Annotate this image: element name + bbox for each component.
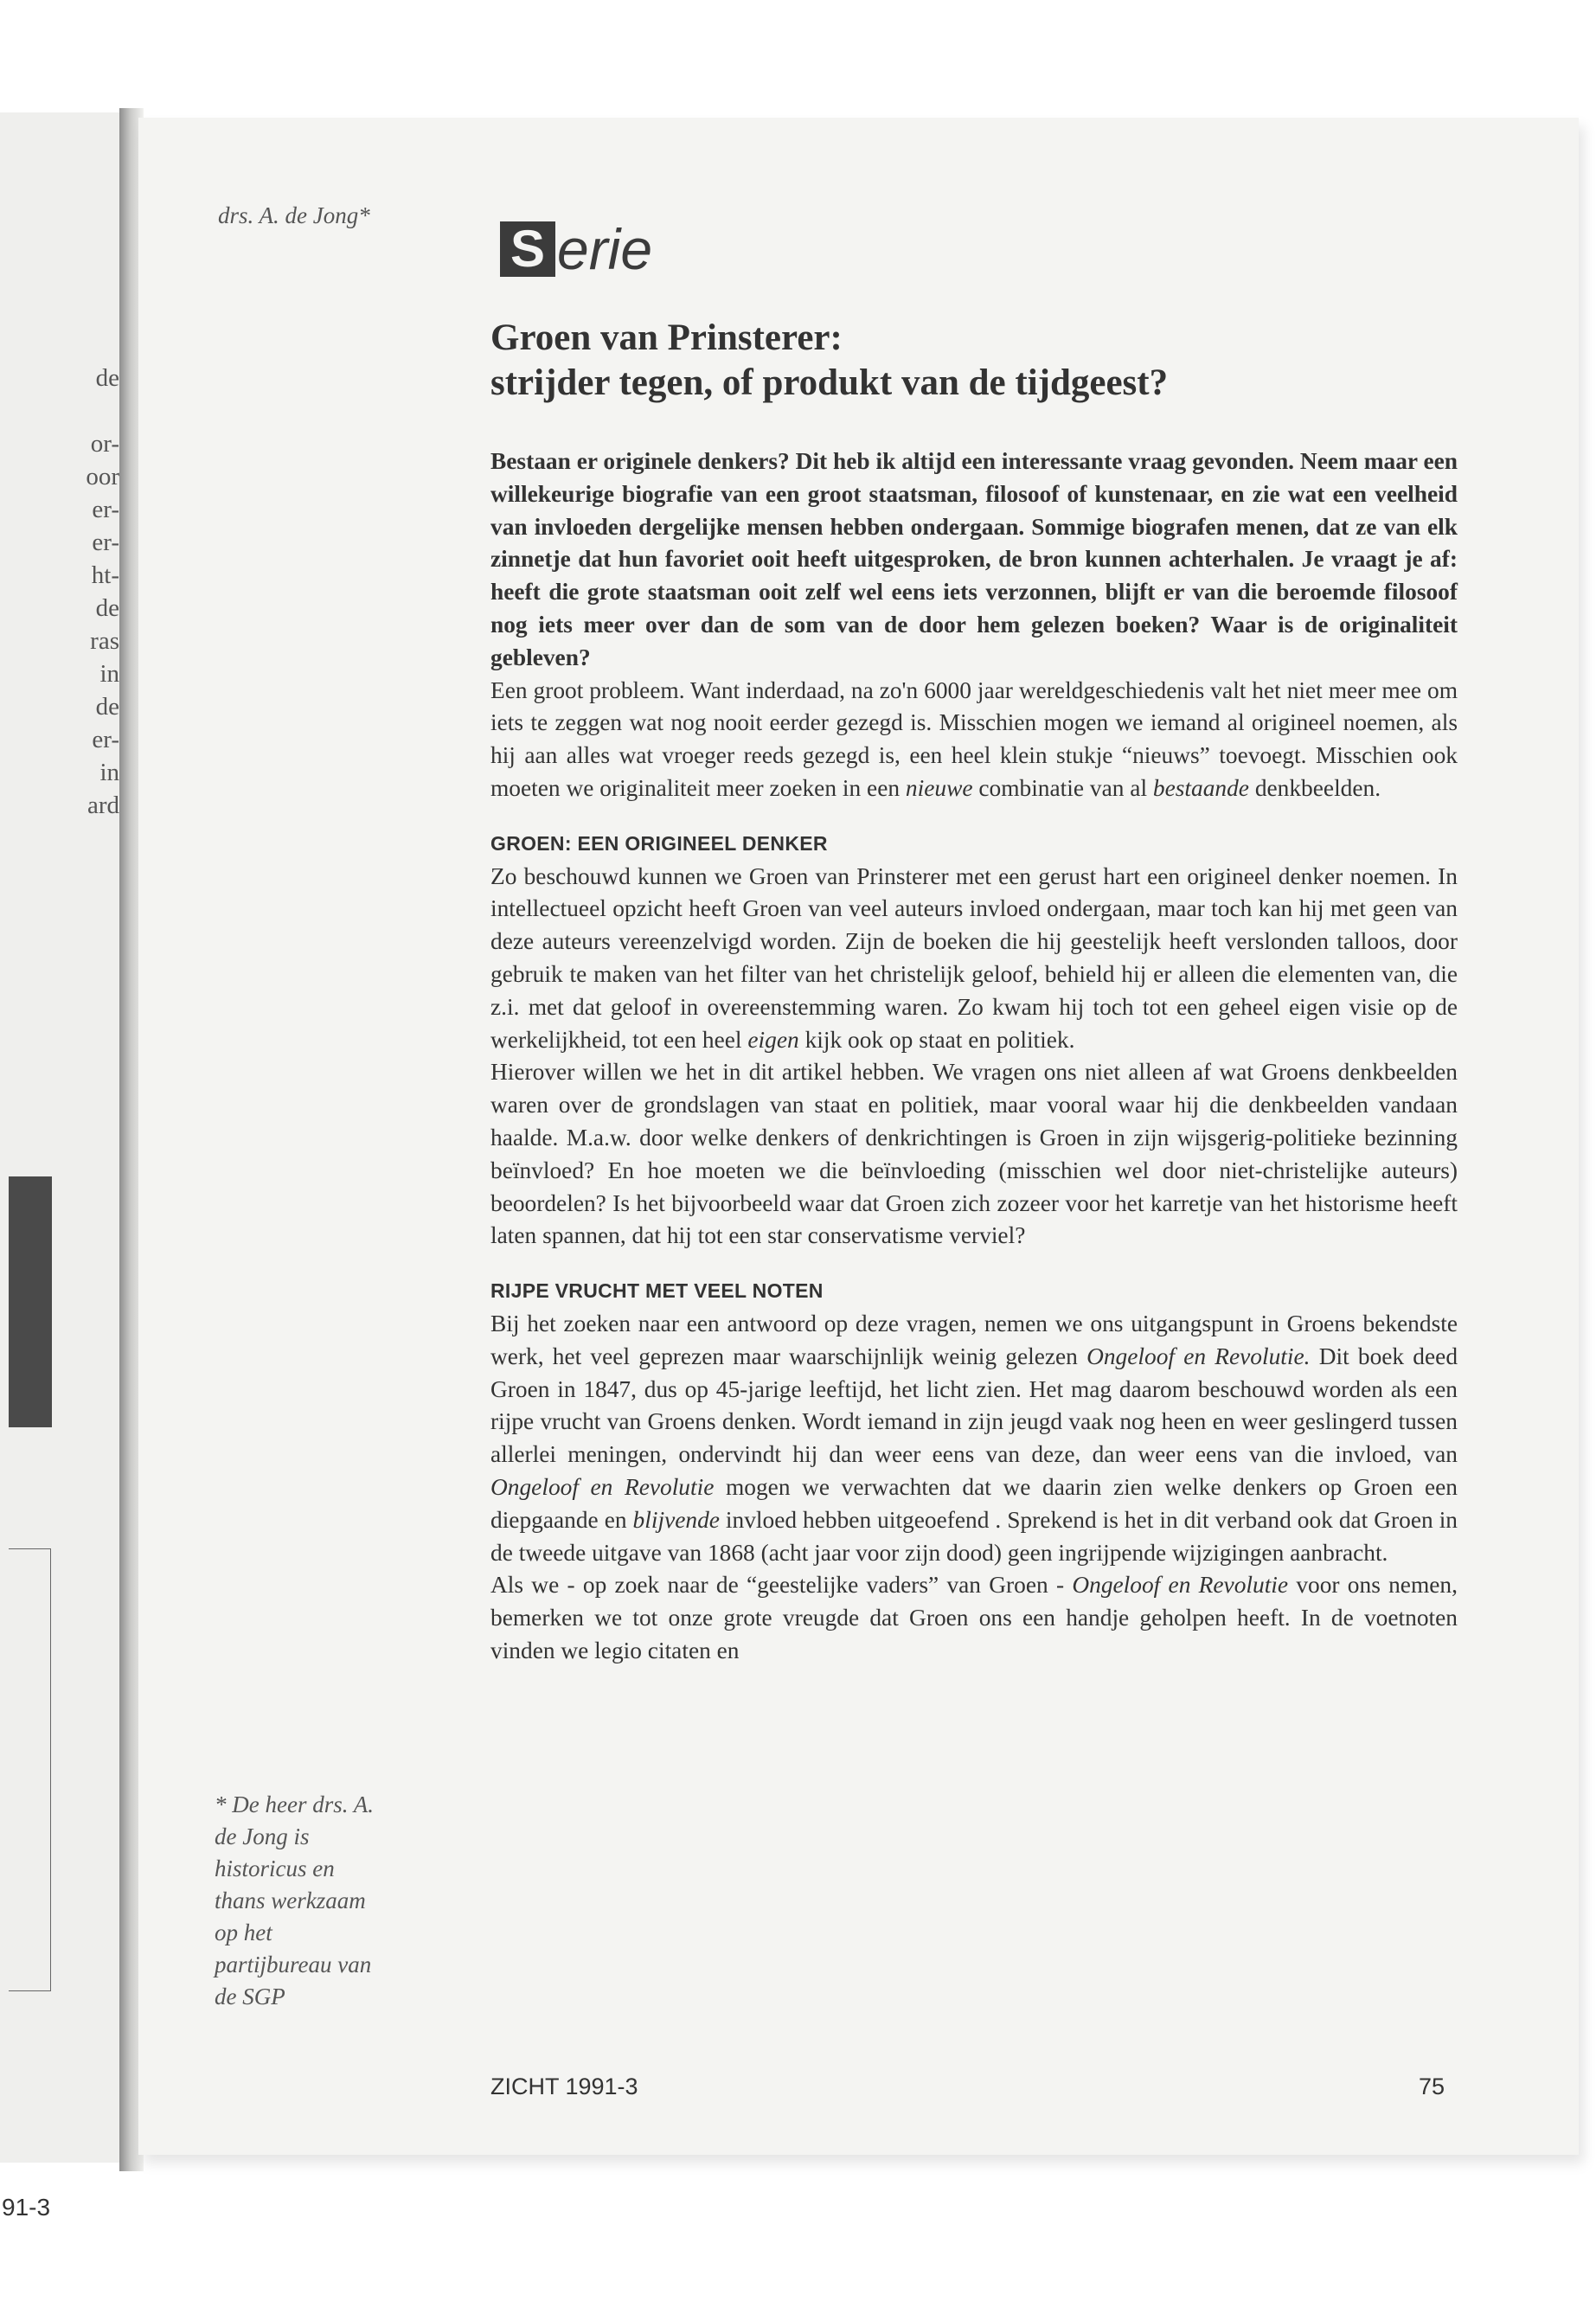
text-run: Bij het zoeken naar een antwoord op deze vragen, nemen we ons uitgangspunt in Groens bekendste werk, het veel geprezen maar waarschijnlijk weinig gelezen <box>490 1310 1458 1369</box>
text-run: denkbeelden. <box>1248 774 1381 801</box>
fragment: ras <box>90 627 119 655</box>
title-line-2: strijder tegen, of produkt van de tijdgeest? <box>490 362 1169 403</box>
emphasis: blijvende <box>632 1506 720 1533</box>
paragraph-3: Hierover willen we het in dit artikel hebben. We vragen ons niet alleen af wat Groens denkbeelden waren over de grondslagen van staat en politiek, maar vooral waar hij die denkbeelden vandaan haalde. M.a.w. door welke denkers of denkrichtingen is Groen in zijn wijsgerig-politieke bezinning beïnvloed? En hoe moeten we die beïnvloeding (misschien wel door niet-christelijke auteurs) beoordelen? Is het bijvoorbeeld waar dat Groen zich zozeer voor het karretje van het historisme heeft laten spannen, dat hij tot een star conservatisme verviel? <box>490 1059 1458 1249</box>
fragment: de <box>95 364 119 392</box>
text-run: voor ons nemen, bemerken we tot onze grote vreugde dat Groen ons een handje geholpen heeft. In de voetnoten vinden we legio citaten en <box>490 1572 1458 1663</box>
fragment: de <box>95 594 119 622</box>
fragment: oor <box>86 463 119 490</box>
book-title: Ongeloof en Revolutie. <box>1086 1343 1311 1369</box>
paragraph-4 <box>490 1308 1458 1569</box>
book-title: Ongeloof en Revolutie <box>490 1473 715 1500</box>
author-byline: drs. A. de Jong* <box>218 202 370 228</box>
paragraph-2 <box>490 861 1458 1057</box>
fragment: in <box>99 660 119 688</box>
series-logo <box>500 218 652 280</box>
footnote-line: * De heer drs. A. <box>215 1791 374 1817</box>
series-label: erie <box>557 217 653 281</box>
previous-page-dark-image <box>9 1176 52 1427</box>
text-run: Zo beschouwd kunnen we Groen van Prinsterer met een gerust hart een origineel denker noemen. In intellectueel opzicht heeft Groen van veel auteurs invloed ondergaan, maar toch kan hij met geen van deze auteurs vereenzelvigd worden. Zijn de boeken die hij geestelijk heeft verslonden talloos, door gebruik te maken van het filter van het christelijk geloof, behield hij er alleen die elementen van, die z.i. met dat geloof in overeenstemming waren. Zo kwam hij toch tot een geheel eigen visie op de werkelijkheid, tot een heel <box>490 862 1458 1053</box>
title-line-1: Groen van Prinsterer: <box>490 317 843 358</box>
page-footer-publication: ZICHT 1991-3 <box>490 2073 638 2099</box>
fragment <box>7 394 119 427</box>
fragment: ht- <box>91 561 119 589</box>
footnote-line: thans werkzaam <box>215 1888 366 1913</box>
previous-page-box <box>9 1548 51 1991</box>
intro-paragraph: Bestaan er originele denkers? Dit heb ik altijd een interessante vraag gevonden. Neem maar een willekeurige biografie van een groot staatsman, filosoof of kunstenaar, en zie wat een veelheid van invloeden dergelijke mensen hebben ondergaan. Sommige biografen menen, dat ze van elk zinnetje dat hun favoriet ooit heeft uitgesproken, de bron kunnen achterhalen. Je vraagt je af: heeft die grote staatsman ooit zelf wel eens iets verzonnen, blijft er van die beroemde filosoof nog iets meer over dan de som van de door hem gelezen boeken? Waar is de originaliteit gebleven? <box>490 448 1458 670</box>
emphasis: bestaande <box>1152 774 1249 801</box>
section-heading-1: GROEN: EEN ORIGINEEL DENKER <box>490 831 828 855</box>
footnote-line: partijbureau van <box>215 1952 372 1977</box>
paragraph-1 <box>490 675 1458 805</box>
emphasis: eigen <box>747 1026 799 1053</box>
text-run: mogen we verwachten dat we daarin zien welke denkers op Groen een diepgaande en <box>490 1473 1458 1533</box>
previous-page-footer: 91-3 <box>2 2194 51 2221</box>
fragment: er- <box>92 496 119 523</box>
footnote-line: de SGP <box>215 1984 285 2009</box>
footnote-line: historicus en <box>215 1856 335 1881</box>
text-run: invloed hebben uitgeoefend . Sprekend is het in dit verband ook dat Groen in de tweede uitgave van 1868 (acht jaar voor zijn dood) geen ingrijpende wijzigingen aanbracht. <box>490 1506 1458 1566</box>
footnote-line: de Jong is <box>215 1823 310 1849</box>
fragment: or- <box>90 430 119 458</box>
text-run: Een groot probleem. Want inderdaad, na zo'n 6000 jaar wereldgeschiedenis valt het niet meer mee om iets te zeggen wat nog nooit eerder gezegd is. Misschien mogen we iemand al origineel noemen, als hij aan alles wat vroeger reeds gezegd is, een heel klein stukje “nieuws” toevoegt. Misschien ook moeten we originaliteit meer zoeken in een <box>490 676 1458 801</box>
fragment: in <box>99 759 119 786</box>
section-heading-2: RIJPE VRUCHT MET VEEL NOTEN <box>490 1279 824 1303</box>
text-run: combinatie van al <box>972 774 1153 801</box>
article-title <box>490 316 1468 406</box>
author-footnote <box>215 1789 413 2013</box>
previous-page-text-fragments <box>7 362 119 822</box>
article-body <box>490 445 1458 1668</box>
book-title: Ongeloof en Revolutie <box>1072 1572 1289 1599</box>
page-number: 75 <box>1419 2073 1445 2099</box>
footnote-line: op het <box>215 1920 272 1945</box>
paragraph-5 <box>490 1569 1458 1667</box>
emphasis: nieuwe <box>905 774 973 801</box>
fragment: de <box>95 693 119 721</box>
text-run: kijk ook op staat en politiek. <box>798 1026 1075 1053</box>
fragment: er- <box>92 726 119 753</box>
fragment: er- <box>92 529 119 556</box>
previous-page <box>0 112 128 2221</box>
text-run: Dit boek deed Groen in 1847, dus op 45-jarige leeftijd, het licht zien. Het mag daarom beschouwd worden als een rijpe vrucht van Groens denken. Wordt iemand in zijn jeugd vaak nog heen en weer geslingerd tussen allerlei meningen, ondervindt hij dan weer eens van deze, dan weer eens van die invloed, van <box>490 1343 1458 1468</box>
fragment: ard <box>87 792 119 819</box>
text-run: Als we - op zoek naar de “geestelijke vaders” van Groen - <box>490 1572 1073 1599</box>
series-initial: S <box>500 221 555 277</box>
